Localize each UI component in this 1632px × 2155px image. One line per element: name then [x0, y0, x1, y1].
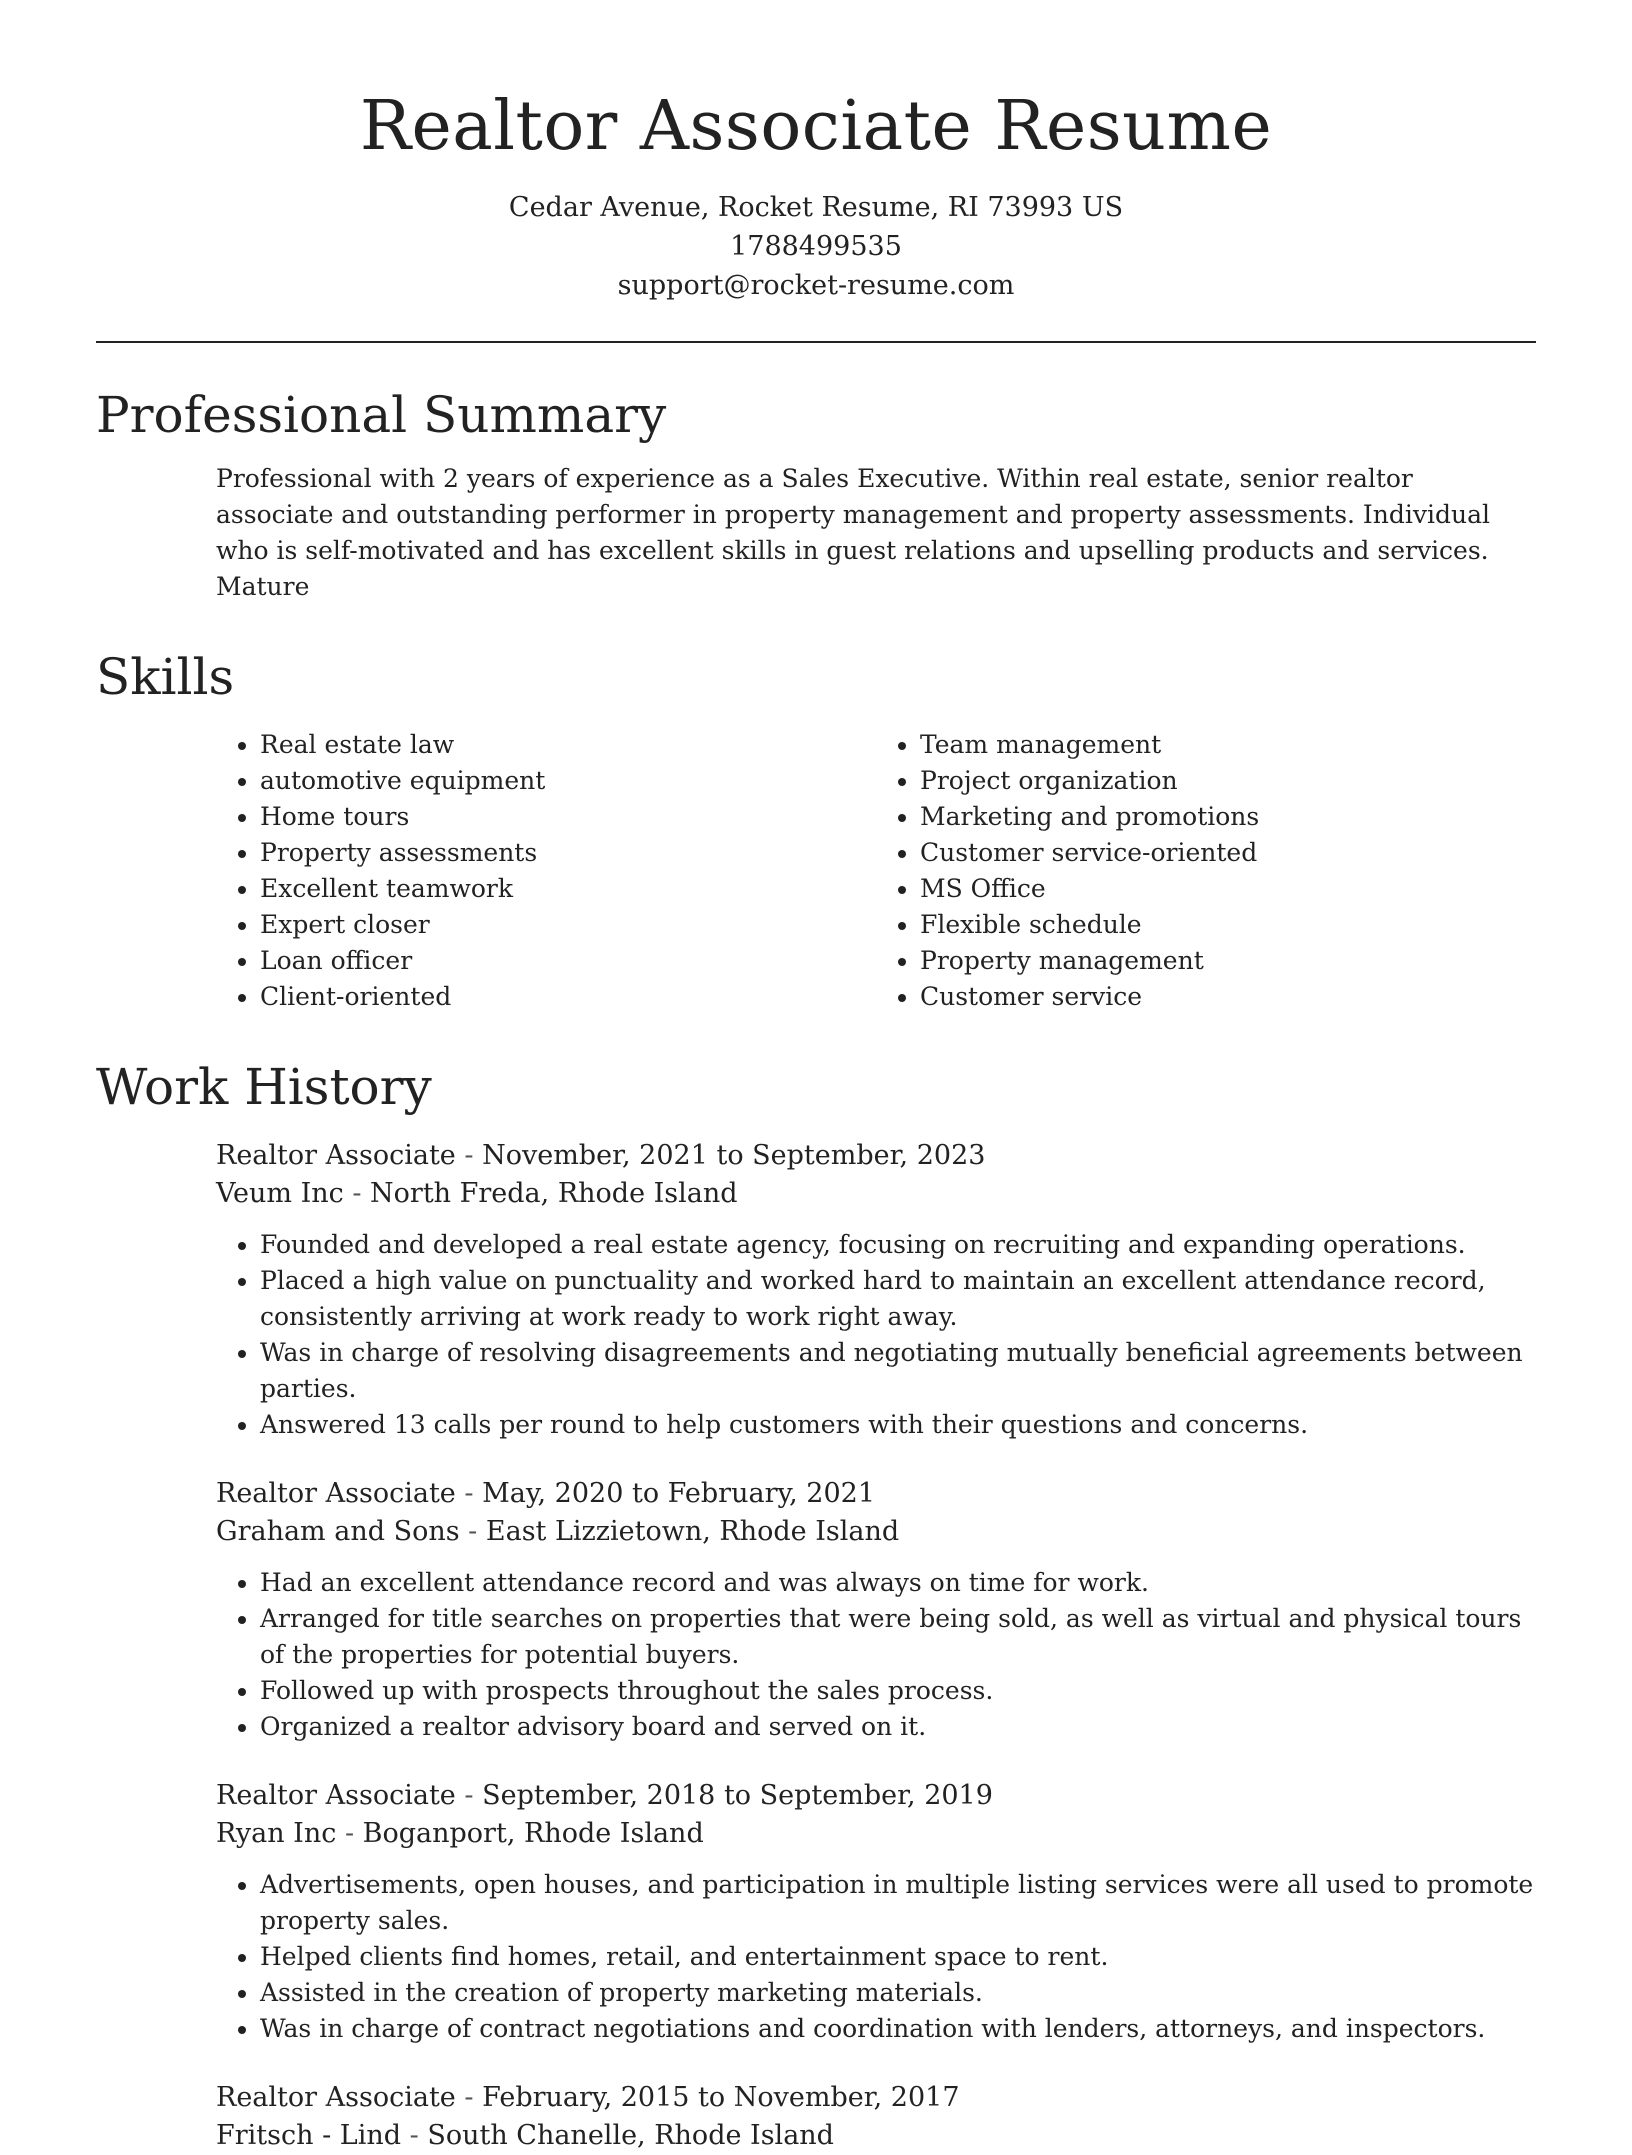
skill-item: • Real estate law	[260, 727, 876, 763]
summary-text: Professional with 2 years of experience as a Sales Executive. Within real estate, senior realtor associate and outstanding performer in property management and property assessments. Individual who is self-motivated and has excellent skills in guest relations and upselling products and services. Mature	[216, 464, 1491, 601]
job-company: Graham and Sons	[216, 1516, 460, 1547]
job-entry	[216, 1475, 1536, 1745]
job-bullet: • Had an excellent attendance record and was always on time for work.	[260, 1565, 1536, 1601]
job-dates: November, 2021 to September, 2023	[482, 1140, 986, 1171]
skill-item: • MS Office	[920, 871, 1536, 907]
job-title-line	[216, 1475, 1536, 1513]
job-separator: -	[459, 1516, 486, 1547]
contact-email: support@rocket-resume.com	[617, 270, 1015, 301]
skills-column-left	[216, 727, 876, 1015]
job-dates: September, 2018 to September, 2019	[482, 1780, 993, 1811]
job-company: Ryan Inc	[216, 1818, 337, 1849]
skills-list	[216, 727, 1536, 1015]
skill-item: • Team management	[920, 727, 1536, 763]
job-role: Realtor Associate	[216, 1140, 456, 1171]
job-separator: -	[455, 1780, 483, 1811]
skill-item: • Customer service-oriented	[920, 835, 1536, 871]
job-company-line	[216, 2117, 1536, 2155]
job-company-line	[216, 1815, 1536, 1853]
job-bullet: • Answered 13 calls per round to help customers with their questions and concerns.	[260, 1407, 1536, 1443]
job-company: Fritsch - Lind	[216, 2120, 402, 2151]
job-bullet: • Founded and developed a real estate agency, focusing on recruiting and expanding operations.	[260, 1227, 1536, 1263]
job-location: North Freda, Rhode Island	[370, 1178, 738, 1209]
job-company-line	[216, 1175, 1536, 1213]
job-bullet: • Helped clients find homes, retail, and entertainment space to rent.	[260, 1939, 1536, 1975]
contact-block	[96, 188, 1536, 305]
skill-item: • Property management	[920, 943, 1536, 979]
job-separator: -	[455, 1478, 483, 1509]
skill-item: • automotive equipment	[260, 763, 876, 799]
skill-item: • Client-oriented	[260, 979, 876, 1015]
job-bullet: • Assisted in the creation of property marketing materials.	[260, 1975, 1536, 2011]
job-role: Realtor Associate	[216, 1478, 456, 1509]
job-role: Realtor Associate	[216, 2082, 456, 2113]
job-bullet: • Organized a realtor advisory board and served on it.	[260, 1709, 1536, 1745]
job-entry	[216, 1777, 1536, 2047]
job-bullet: • Placed a high value on punctuality and worked hard to maintain an excellent attendance record, consistently arriving at work ready to work right away.	[260, 1263, 1536, 1335]
skill-item: • Property assessments	[260, 835, 876, 871]
contact-phone: 1788499535	[730, 231, 902, 262]
job-title-line	[216, 1137, 1536, 1175]
skill-item: • Flexible schedule	[920, 907, 1536, 943]
job-bullet: • Was in charge of contract negotiations and coordination with lenders, attorneys, and inspectors.	[260, 2011, 1536, 2047]
skills-column-right	[876, 727, 1536, 1015]
job-bullets	[216, 1565, 1536, 1745]
skills-heading: Skills	[96, 648, 235, 706]
summary-heading: Professional Summary	[96, 386, 667, 444]
skill-item: • Loan officer	[260, 943, 876, 979]
job-location: Boganport, Rhode Island	[362, 1818, 704, 1849]
contact-address: Cedar Avenue, Rocket Resume, RI 73993 US	[508, 192, 1124, 223]
work-history-heading: Work History	[96, 1058, 432, 1116]
job-bullet: • Was in charge of resolving disagreements and negotiating mutually beneficial agreements between parties.	[260, 1335, 1536, 1407]
job-title-line	[216, 2079, 1536, 2117]
skill-item: • Marketing and promotions	[920, 799, 1536, 835]
header-divider	[96, 341, 1536, 343]
job-separator: -	[401, 2120, 428, 2151]
job-dates: May, 2020 to February, 2021	[482, 1478, 876, 1509]
job-dates: February, 2015 to November, 2017	[482, 2082, 960, 2113]
job-separator: -	[455, 2082, 483, 2113]
job-bullet: • Followed up with prospects throughout the sales process.	[260, 1673, 1536, 1709]
job-entry	[216, 1137, 1536, 1443]
skill-item: • Customer service	[920, 979, 1536, 1015]
skill-item: • Expert closer	[260, 907, 876, 943]
skill-item: • Excellent teamwork	[260, 871, 876, 907]
skill-item: • Project organization	[920, 763, 1536, 799]
job-separator: -	[455, 1140, 483, 1171]
job-entry	[216, 2079, 1536, 2155]
skill-item: • Home tours	[260, 799, 876, 835]
resume-header	[96, 0, 1536, 305]
job-company-line	[216, 1513, 1536, 1551]
job-bullet: • Advertisements, open houses, and participation in multiple listing services were all used to promote property sales.	[260, 1867, 1536, 1939]
job-bullet: • Arranged for title searches on properties that were being sold, as well as virtual and physical tours of the properties for potential buyers.	[260, 1601, 1536, 1673]
job-separator: -	[343, 1178, 371, 1209]
job-role: Realtor Associate	[216, 1780, 456, 1811]
job-location: East Lizzietown, Rhode Island	[485, 1516, 900, 1547]
job-bullets	[216, 1867, 1536, 2047]
job-company: Veum Inc	[216, 1178, 344, 1209]
job-location: South Chanelle, Rhode Island	[427, 2120, 834, 2151]
job-title-line	[216, 1777, 1536, 1815]
job-bullets	[216, 1227, 1536, 1443]
job-separator: -	[336, 1818, 363, 1849]
resume-title: Realtor Associate Resume	[359, 87, 1273, 166]
